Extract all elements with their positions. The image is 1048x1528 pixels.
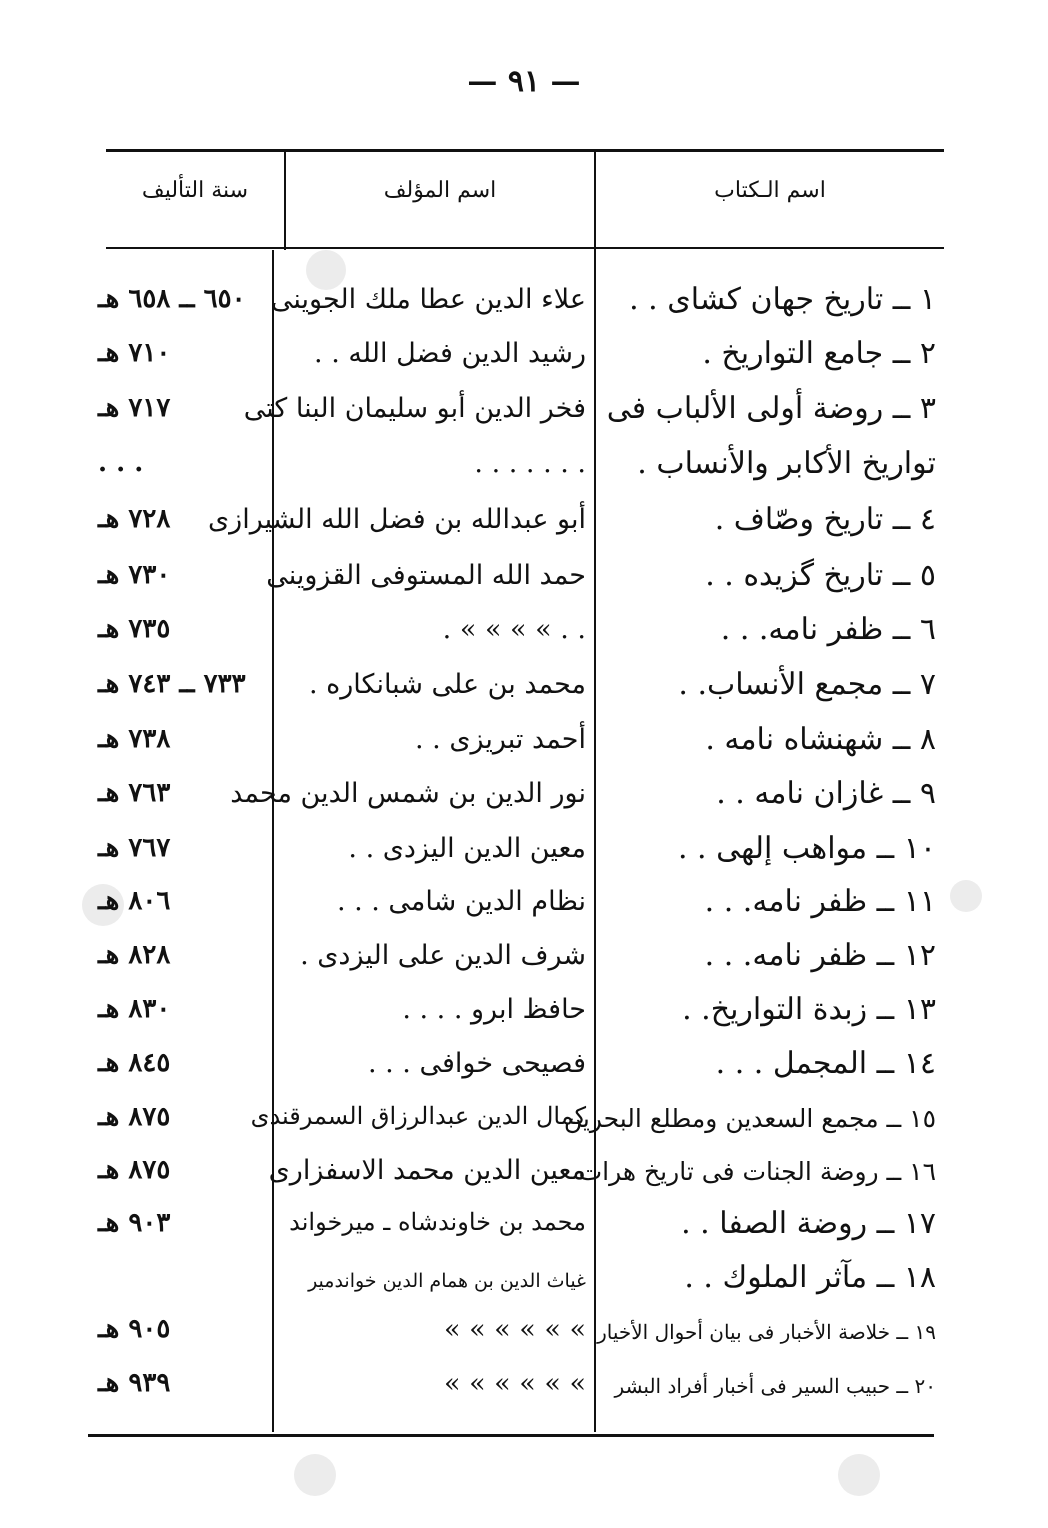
author-name: فخر الدين أبو سليمان البنا كتى <box>243 393 586 424</box>
book-title: ١٤ ــ المجمل . . . <box>715 1046 936 1081</box>
year-of-writing: ٧١٠ هـ <box>98 338 171 368</box>
book-title: تواريخ الأكابر والأنساب . <box>637 446 936 481</box>
year-of-writing: ٩٠٣ هـ <box>98 1208 171 1238</box>
author-name: . . » » » » . <box>442 614 586 645</box>
author-name: نور الدين بن شمس الدين محمد <box>230 778 586 809</box>
year-of-writing: ٨٧٥ هـ <box>98 1155 171 1185</box>
book-title: ١٣ ــ زبدة التواريخ. . <box>682 992 936 1027</box>
author-name: » » » » » » <box>443 1368 586 1399</box>
year-of-writing: ٧٦٧ هـ <box>98 833 171 863</box>
author-name: حمد الله المستوفى القزوينى <box>266 560 586 591</box>
book-title: ١٧ ــ روضة الصفا . . <box>681 1206 936 1241</box>
year-of-writing: ٧٦٣ هـ <box>98 778 171 808</box>
book-title: ٥ ــ تاريخ گزيده . . <box>705 558 936 593</box>
table-row <box>0 1046 1048 1100</box>
table-row <box>0 722 1048 776</box>
year-of-writing: ٧٢٨ هـ <box>98 504 171 534</box>
book-title: ٨ ــ شهنشاه نامه . <box>705 722 936 757</box>
author-name: نظام الدين شامى . . . <box>336 886 586 917</box>
year-of-writing: ٩٠٥ هـ <box>98 1314 171 1344</box>
table-row <box>0 282 1048 336</box>
table-row <box>0 992 1048 1046</box>
author-name: شرف الدين على اليزدى . <box>300 940 586 971</box>
table-row <box>0 336 1048 390</box>
book-title: ١٦ ــ روضة الجنات فى تاريخ هرات <box>578 1157 936 1186</box>
bottom-rule <box>88 1434 934 1437</box>
year-of-writing: ٨٠٦ هـ <box>98 886 171 916</box>
book-title: ١٢ ــ ظفر نامه. . . <box>704 938 936 973</box>
author-name: . . . . . . . <box>474 448 586 479</box>
table-row <box>0 667 1048 721</box>
book-title: ١٨ ــ مآثر الملوك . . <box>684 1260 936 1295</box>
table-row <box>0 776 1048 830</box>
book-title: ٤ ــ تاريخ وصّاف . <box>714 502 936 537</box>
book-title: ١٠ ــ مواهب إلهى . . <box>677 831 936 866</box>
book-title: ٧ ــ مجمع الأنساب. . <box>678 667 936 702</box>
year-of-writing: ٨٢٨ هـ <box>98 940 171 970</box>
year-of-writing: ٧٣٨ هـ <box>98 724 171 754</box>
year-of-writing: . . . <box>98 448 144 478</box>
author-name: معين الدين اليزدى . . <box>348 833 586 864</box>
table-row <box>0 1260 1048 1314</box>
book-title: ١١ ــ ظفر نامه. . . <box>704 884 936 919</box>
book-title: ١ ــ تاريخ جهان كشاى . . <box>629 282 936 317</box>
year-of-writing: ٧٣٠ هـ <box>98 560 171 590</box>
author-name: محمد بن خاوندشاه ـ ميرخواند <box>289 1208 586 1236</box>
author-name: كمال الدين عبدالرزاق السمرقندى <box>250 1102 586 1130</box>
header-author: اسم المؤلف <box>383 178 497 203</box>
author-name: أحمد تبريزى . . <box>415 724 586 755</box>
author-name: » » » » » » <box>443 1314 586 1345</box>
author-name: محمد بن على شبانكاره . <box>308 669 586 700</box>
year-of-writing: ٨٧٥ هـ <box>98 1102 171 1132</box>
book-title: ٣ ــ روضة أولى الألباب فى <box>606 391 936 426</box>
column-divider-year <box>284 150 286 250</box>
table-row <box>0 391 1048 445</box>
book-title: ٦ ــ ظفر نامه. . . <box>720 612 936 647</box>
table-row <box>0 831 1048 885</box>
author-name: فصيحى خوافى . . . <box>367 1048 586 1079</box>
year-of-writing: ٧١٧ هـ <box>98 393 171 423</box>
table-row <box>0 558 1048 612</box>
author-name: أبو عبدالله بن فضل الله الشيرازى <box>208 504 586 535</box>
book-title: ٢٠ ــ حبيب السير فى أخبار أفراد البشر <box>614 1374 936 1398</box>
author-name: رشيد الدين فضل الله . . <box>314 338 586 369</box>
table-row <box>0 1100 1048 1154</box>
header-rule <box>106 247 944 249</box>
table-row <box>0 938 1048 992</box>
table-row <box>0 1153 1048 1207</box>
table-row <box>0 884 1048 938</box>
header-book: اسم الـكتاب <box>714 178 826 203</box>
scan-blob <box>838 1454 880 1496</box>
author-name: علاء الدين عطا ملك الجوينى <box>270 284 586 315</box>
table-row <box>0 1206 1048 1260</box>
author-name: غياث الدين بن همام الدين خواندمير <box>308 1270 586 1292</box>
header-year: سنة التأليف <box>141 178 249 203</box>
year-of-writing: ٩٣٩ هـ <box>98 1368 171 1398</box>
year-of-writing: ٨٤٥ هـ <box>98 1048 171 1078</box>
table-row <box>0 446 1048 500</box>
year-of-writing: ٧٣٥ هـ <box>98 614 171 644</box>
book-title: ٢ ــ جامع التواريخ . <box>702 336 936 371</box>
year-of-writing: ٨٣٠ هـ <box>98 994 171 1024</box>
scan-blob <box>294 1454 336 1496</box>
author-name: معين الدين محمد الاسفزارى <box>268 1155 586 1186</box>
table-row <box>0 1312 1048 1366</box>
year-of-writing: ٦٥٠ ــ ٦٥٨ هـ <box>98 284 246 314</box>
book-title: ١٩ ــ خلاصة الأخبار فى بيان أحوال الأخيار <box>597 1320 936 1344</box>
book-title: ٩ ــ غازان نامه . . <box>716 776 936 811</box>
page-number: — ٩١ — <box>467 64 581 99</box>
table-row <box>0 612 1048 666</box>
table-row <box>0 502 1048 556</box>
book-title: ١٥ ــ مجمع السعدين ومطلع البحرين <box>563 1104 936 1133</box>
table-row <box>0 1366 1048 1420</box>
top-rule <box>106 149 944 152</box>
author-name: حافظ ابرو . . . . <box>402 994 586 1025</box>
year-of-writing: ٧٣٣ ــ ٧٤٣ هـ <box>98 669 246 699</box>
